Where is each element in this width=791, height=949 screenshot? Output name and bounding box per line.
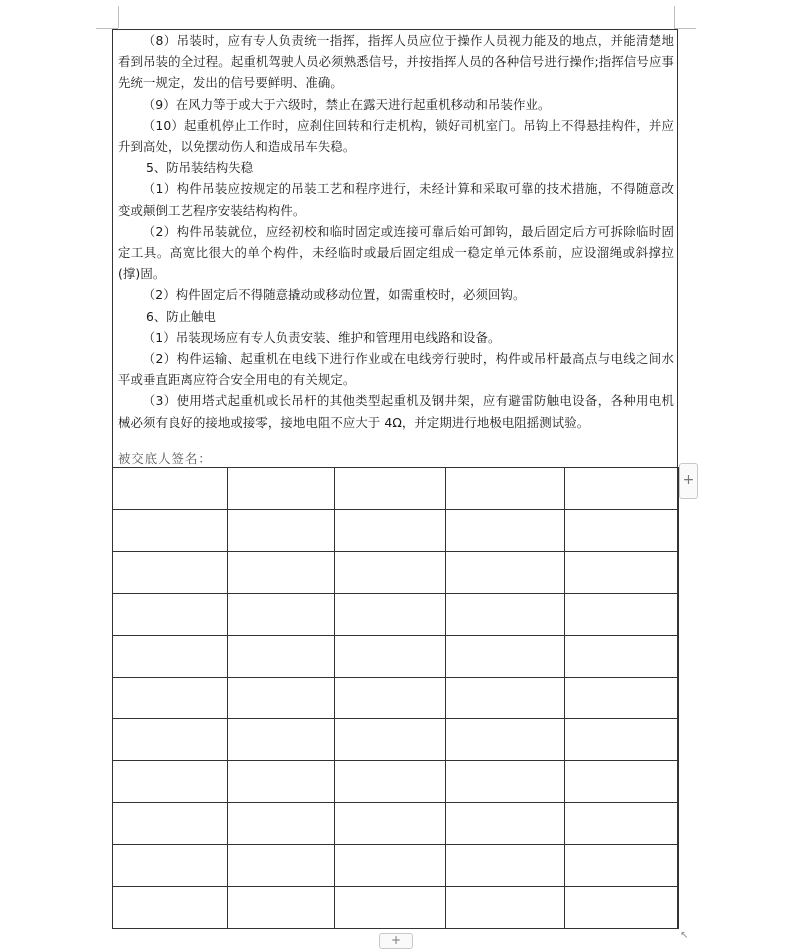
signature-cell[interactable]	[446, 761, 565, 803]
signature-cell[interactable]	[446, 635, 565, 677]
signature-cell[interactable]	[335, 845, 446, 887]
signature-cell[interactable]	[565, 845, 679, 887]
paragraph: （2）构件吊装就位，应经初校和临时固定或连接可靠后始可卸钩，最后固定后方可拆除临时固定工具。高宽比很大的单个构件，未经临时或最后固定组成一稳定单元体系前，应设溜绳或斜撑拉(撑)固。	[118, 223, 674, 282]
signature-cell[interactable]	[335, 719, 446, 761]
table-row	[113, 551, 679, 593]
paragraph: （8）吊装时，应有专人负责统一指挥，指挥人员应位于操作人员视力能及的地点，并能清楚地看到吊装的全过程。起重机驾驶人员必须熟悉信号，并按指挥人员的各种信号进行操作;指挥信号应事先统一规定，发出的信号要鲜明、准确。	[118, 33, 674, 91]
signature-cell[interactable]	[113, 887, 228, 929]
signature-cell[interactable]	[335, 509, 446, 551]
signature-cell[interactable]	[228, 761, 335, 803]
signature-cell[interactable]	[335, 551, 446, 593]
signature-cell[interactable]	[565, 509, 679, 551]
signature-cell[interactable]	[565, 887, 679, 929]
add-row-button[interactable]: +	[379, 933, 413, 949]
signature-cell[interactable]	[335, 635, 446, 677]
table-row	[113, 803, 679, 845]
table-row	[113, 509, 679, 551]
signature-cell[interactable]	[446, 551, 565, 593]
table-row	[113, 761, 679, 803]
signature-cell[interactable]	[565, 803, 679, 845]
margin-corner-mark	[674, 6, 675, 28]
paragraph: （2）构件固定后不得随意撬动或移动位置，如需重校时，必须回钩。	[142, 287, 526, 303]
table-row	[113, 677, 679, 719]
signature-cell[interactable]	[565, 593, 679, 635]
signature-label: 被交底人签名：	[118, 451, 212, 466]
signature-cell[interactable]	[113, 468, 228, 510]
signature-cell[interactable]	[113, 803, 228, 845]
table-row	[113, 593, 679, 635]
signature-cell[interactable]	[335, 468, 446, 510]
signature-cell[interactable]	[228, 803, 335, 845]
signature-cell[interactable]	[446, 719, 565, 761]
signature-cell[interactable]	[565, 719, 679, 761]
signature-cell[interactable]	[565, 468, 679, 510]
document-body[interactable]	[112, 30, 678, 433]
signature-cell[interactable]	[228, 887, 335, 929]
add-column-button[interactable]: +	[679, 463, 698, 499]
table-row	[113, 468, 679, 510]
signature-cell[interactable]	[113, 551, 228, 593]
table-row	[113, 635, 679, 677]
signature-cell[interactable]	[113, 845, 228, 887]
signature-cell[interactable]	[113, 635, 228, 677]
paragraph: （1）吊装现场应有专人负责安装、维护和管理用电线路和设备。	[142, 329, 501, 345]
signature-cell[interactable]	[113, 761, 228, 803]
signature-cell[interactable]	[113, 593, 228, 635]
signature-cell[interactable]	[228, 468, 335, 510]
signature-cell[interactable]	[335, 677, 446, 719]
section-heading: 5、防吊装结构失稳	[146, 160, 254, 176]
signature-cell[interactable]	[446, 845, 565, 887]
signature-cell[interactable]	[228, 635, 335, 677]
signature-cell[interactable]	[335, 887, 446, 929]
signature-cell[interactable]	[335, 803, 446, 845]
signature-cell[interactable]	[565, 677, 679, 719]
signature-cell[interactable]	[228, 593, 335, 635]
signature-cell[interactable]	[228, 509, 335, 551]
signature-cell[interactable]	[228, 551, 335, 593]
signature-cell[interactable]	[565, 635, 679, 677]
signature-cell[interactable]	[446, 593, 565, 635]
signature-cell[interactable]	[113, 509, 228, 551]
paragraph: （2）构件运输、起重机在电线下进行作业或在电线旁行驶时，构件或吊杆最高点与电线之间水平或垂直距离应符合安全用电的有关规定。	[118, 351, 674, 388]
paragraph: （1）构件吊装应按规定的吊装工艺和程序进行，未经计算和采取可靠的技术措施，不得随意改变或颠倒工艺程序安装结构构件。	[118, 181, 674, 218]
signature-cell[interactable]	[446, 887, 565, 929]
signature-cell[interactable]	[446, 509, 565, 551]
signature-cell[interactable]	[228, 677, 335, 719]
section-heading: 6、防止触电	[146, 308, 216, 324]
signature-cell[interactable]	[335, 593, 446, 635]
signature-table[interactable]	[112, 467, 679, 929]
signature-cell[interactable]	[446, 468, 565, 510]
paragraph: （3）使用塔式起重机或长吊杆的其他类型起重机及钢井架，应有避雷防触电设备，各种用电机械必须有良好的接地或接零，接地电阻不应大于 4Ω，并定期进行地极电阻摇测试验。	[118, 393, 674, 430]
signature-cell[interactable]	[565, 761, 679, 803]
signature-cell[interactable]	[113, 719, 228, 761]
signature-cell[interactable]	[446, 677, 565, 719]
margin-corner-mark	[118, 6, 119, 28]
table-resize-icon[interactable]: ↖	[680, 930, 689, 941]
signature-cell[interactable]	[565, 551, 679, 593]
signature-cell[interactable]	[446, 803, 565, 845]
table-row	[113, 887, 679, 929]
signature-cell[interactable]	[228, 719, 335, 761]
table-row	[113, 845, 679, 887]
paragraph: （10）起重机停止工作时，应刹住回转和行走机构，锁好司机室门。吊钩上不得悬挂构件，并应升到高处，以免摆动伤人和造成吊车失稳。	[118, 117, 674, 155]
signature-cell[interactable]	[335, 761, 446, 803]
paragraph: （9）在风力等于或大于六级时，禁止在露天进行起重机移动和吊装作业。	[142, 96, 551, 112]
signature-cell[interactable]	[113, 677, 228, 719]
signature-cell[interactable]	[228, 845, 335, 887]
table-row	[113, 719, 679, 761]
